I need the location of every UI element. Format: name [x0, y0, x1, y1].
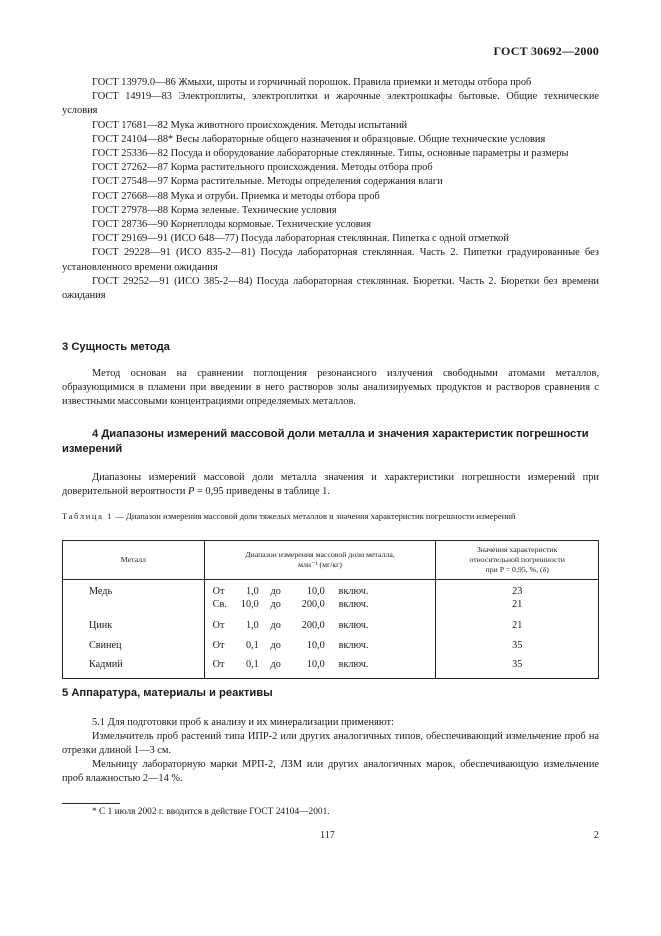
- table-row: [63, 611, 599, 633]
- standard-code: ГОСТ 30692—2000: [493, 44, 599, 58]
- table-caption: Таблица 1 — Диапазон измерения массовой доли тяжелых металлов и значения характеристик погрешности измерений: [62, 511, 516, 521]
- table-header-row: [63, 541, 599, 580]
- range-cell: От 0,1 до 10,0 включ.: [204, 633, 436, 653]
- footnote-divider: [62, 803, 120, 804]
- page-number-center: 117: [320, 830, 335, 841]
- section-5-paragraph: 5.1 Для подготовки проб к анализу и их минерализации применяют:: [92, 717, 394, 728]
- table-row: [63, 580, 599, 612]
- metal-name: Кадмий: [63, 652, 205, 678]
- reference-item: ГОСТ 24104—88* Весы лабораторные общего назначения и образцовые. Общие технические условия: [92, 133, 546, 145]
- reference-item: ГОСТ 29228—91 (ИСО 835-2—81) Посуда лабораторная стеклянная. Часть 2. Пипетки градуированные без установленного времени ожидания: [62, 247, 599, 273]
- reference-list: [62, 76, 599, 303]
- table-row: [63, 652, 599, 678]
- range-cell: От 0,1 до 10,0 включ.: [204, 652, 436, 678]
- section-5-paragraph: Мельницу лабораторную марки МРП-2, ЛЗМ или других аналогичных марок, обеспечивающую измельчение проб влажностью 2—14 %.: [62, 759, 599, 785]
- range-cell: От 1,0 до 10,0 включ. Св. 10,0 до 200,0 включ.: [204, 580, 436, 612]
- range-cell: От 1,0 до 200,0 включ.: [204, 611, 436, 633]
- page-number-right: 2: [593, 830, 599, 841]
- error-cell: 23 21: [436, 580, 599, 612]
- metal-name: Свинец: [63, 633, 205, 653]
- measurement-range-table: [62, 540, 599, 679]
- metal-name: Медь: [63, 580, 205, 612]
- reference-item: ГОСТ 29169—91 (ИСО 648—77) Посуда лабораторная стеклянная. Пипетка с одной отметкой: [92, 233, 509, 245]
- metal-name: Цинк: [63, 611, 205, 633]
- section-5-heading: 5 Аппаратура, материалы и реактивы: [62, 687, 273, 699]
- section-4-heading: 4 Диапазоны измерений массовой доли металла и значения характеристик погрешности измерений: [62, 428, 589, 455]
- error-column-header: Значения характеристик относительной погрешности при P = 0,95, %, (δ): [436, 541, 599, 580]
- reference-item: ГОСТ 27978—88 Корма зеленые. Технические условия: [92, 204, 337, 216]
- section-4-text: Диапазоны измерений массовой доли металла значения и характеристики погрешности измерений при доверительной вероятности P = 0,95 приведены в таблице 1.: [62, 472, 599, 498]
- reference-item: ГОСТ 29252—91 (ИСО 385-2—84) Посуда лабораторная стеклянная. Бюретки. Часть 2. Бюретки без времени ожидания: [62, 275, 599, 302]
- section-3-text: Метод основан на сравнении поглощения резонансного излучения свободными атомами металлов, образующимися в пламени при введении в него растворов золы анализируемых продуктов и растворов сравнения с известными массовыми концентрациями определяемых металлов.: [62, 368, 599, 408]
- reference-item: ГОСТ 28736—90 Корнеплоды кормовые. Технические условия: [92, 219, 372, 231]
- section-3-heading: 3 Сущность метода: [62, 341, 170, 353]
- reference-item: ГОСТ 13979.0—86 Жмыхи, шроты и горчичный порошок. Правила приемки и методы отбора проб: [92, 77, 532, 88]
- reference-item: ГОСТ 25336—82 Посуда и оборудование лабораторные стеклянные. Типы, основные параметры и размеры: [92, 148, 569, 160]
- error-cell: 35: [436, 652, 599, 678]
- document-page: [62, 0, 599, 936]
- reference-item: ГОСТ 27668—88 Мука и отруби. Приемка и методы отбора проб: [92, 190, 380, 202]
- error-cell: 21: [436, 611, 599, 633]
- footnote: * С 1 июля 2002 г. вводится в действие ГОСТ 24104—2001.: [92, 807, 330, 817]
- reference-item: ГОСТ 27262—87 Корма растительного происхождения. Методы отбора проб: [92, 162, 433, 174]
- error-cell: 35: [436, 633, 599, 653]
- range-column-header: Диапазон измерения массовой доли металла, млн⁻¹ (мг/кг): [204, 541, 436, 580]
- reference-item: ГОСТ 17681—82 Мука животного происхождения. Методы испытаний: [92, 119, 408, 131]
- section-5-paragraph: Измельчитель проб растений типа ИПР-2 или других аналогичных типов, обеспечивающий измельчение проб на отрезки длиной 1—3 см.: [62, 731, 599, 757]
- table-row: [63, 633, 599, 653]
- metal-column-header: Металл: [63, 541, 205, 580]
- reference-item: ГОСТ 14919—83 Электроплиты, электроплитки и жарочные электрошкафы бытовые. Общие технические условия: [62, 91, 599, 117]
- reference-item: ГОСТ 27548—97 Корма растительные. Методы определения содержания влаги: [92, 176, 443, 188]
